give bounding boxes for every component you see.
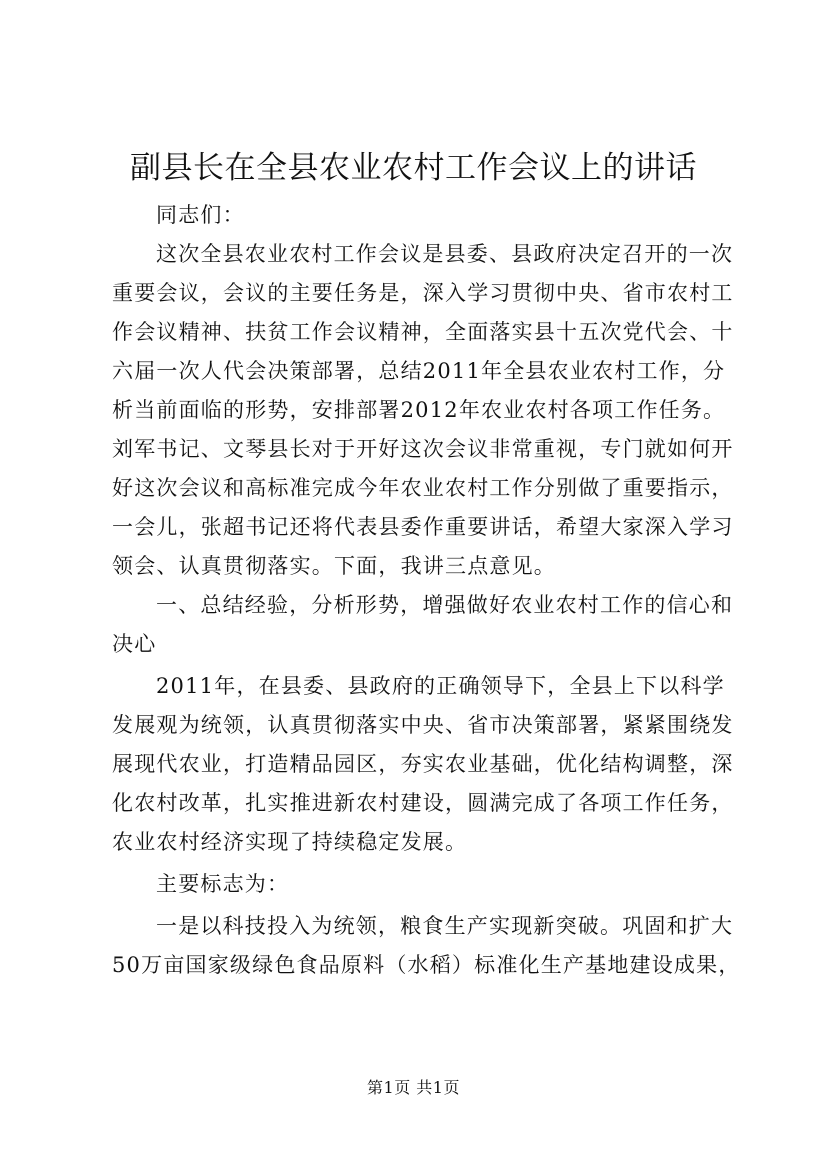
- paragraph-line: 六届一次人代会决策部署，总结2011年全县农业农村工作，分: [112, 359, 726, 383]
- paragraph-line: 这次全县农业农村工作会议是县委、县政府决定召开的一次: [156, 242, 734, 266]
- document-title: 副县长在全县农业农村工作会议上的讲话: [130, 150, 697, 186]
- paragraph-line: 化农村改革，扎实推进新农村建设，圆满完成了各项工作任务，: [112, 791, 734, 815]
- document-body: [112, 196, 741, 985]
- salutation: 同志们：: [156, 203, 245, 227]
- paragraph-line: 析当前面临的形势，安排部署2012年农业农村各项工作任务。: [112, 398, 726, 422]
- paragraph-line: 领会、认真贯彻落实。下面，我讲三点意见。: [112, 554, 556, 578]
- paragraph-line: 发展观为统领，认真贯彻落实中央、省市决策部署，紧紧围绕发: [112, 713, 734, 737]
- section-heading-line: 一、总结经验，分析形势，增强做好农业农村工作的信心和: [156, 593, 734, 617]
- paragraph-line: 展现代农业，打造精品园区，夯实农业基础，优化结构调整，深: [112, 752, 734, 776]
- paragraph-line: 农业农村经济实现了持续稳定发展。: [112, 830, 468, 854]
- paragraph-line: 刘军书记、文琴县长对于开好这次会议非常重视，专门就如何开: [112, 437, 734, 461]
- paragraph-line: 一是以科技投入为统领，粮食生产实现新突破。巩固和扩大: [156, 914, 734, 938]
- paragraph-line: 好这次会议和高标准完成今年农业农村工作分别做了重要指示，: [112, 476, 734, 500]
- paragraph-line: 一会儿，张超书记还将代表县委作重要讲话，希望大家深入学习: [112, 515, 734, 539]
- section-heading-line: 决心: [112, 632, 157, 656]
- paragraph-line: 作会议精神、扶贫工作会议精神，全面落实县十五次党代会、十: [112, 320, 734, 344]
- paragraph-line: 50万亩国家级绿色食品原料（水稻）标准化生产基地建设成果，: [112, 953, 741, 977]
- page-number-footer: 第1页 共1页: [367, 1078, 460, 1097]
- paragraph-line: 2011年，在县委、县政府的正确领导下，全县上下以科学: [156, 674, 725, 698]
- subheading-line: 主要标志为：: [156, 872, 290, 896]
- paragraph-line: 重要会议，会议的主要任务是，深入学习贯彻中央、省市农村工: [112, 281, 734, 305]
